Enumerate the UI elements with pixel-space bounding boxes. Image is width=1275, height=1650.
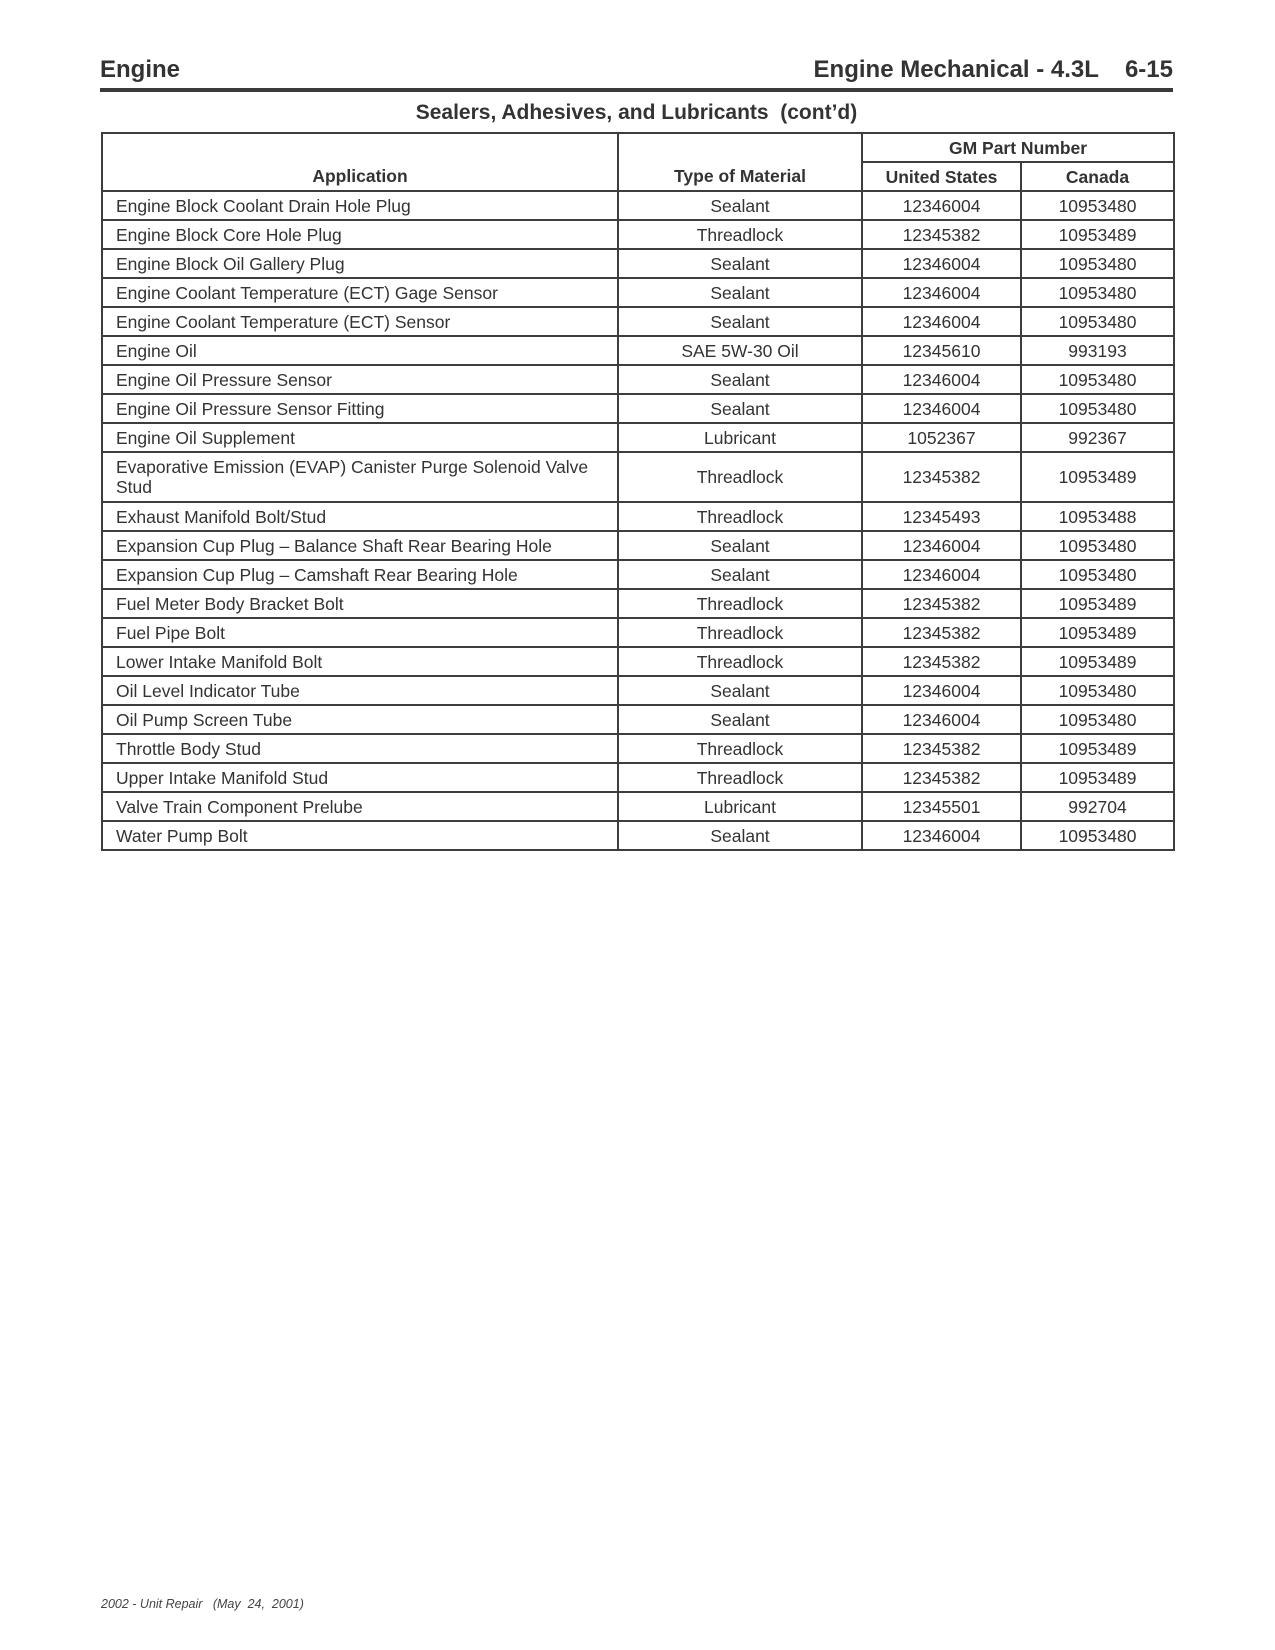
table-body [102,191,1174,850]
material-cell: Sealant [618,249,862,278]
table-row [102,676,1174,705]
canada-part-number-cell: 10953480 [1021,560,1174,589]
application-cell: Expansion Cup Plug – Balance Shaft Rear Bearing Hole [102,531,618,560]
table-row [102,502,1174,531]
us-part-number-cell: 12345382 [862,220,1021,249]
canada-part-number-cell: 10953489 [1021,452,1174,502]
material-cell: Sealant [618,278,862,307]
table-row [102,531,1174,560]
section-heading [814,56,1173,84]
material-cell: Sealant [618,307,862,336]
application-cell: Expansion Cup Plug – Camshaft Rear Bearing Hole [102,560,618,589]
column-header-application: Application [102,133,618,191]
us-part-number-cell: 12345501 [862,792,1021,821]
column-header-canada: Canada [1021,162,1174,191]
canada-part-number-cell: 10953480 [1021,307,1174,336]
application-cell: Lower Intake Manifold Bolt [102,647,618,676]
application-cell: Valve Train Component Prelube [102,792,618,821]
us-part-number-cell: 12346004 [862,531,1021,560]
application-cell: Engine Coolant Temperature (ECT) Gage Sensor [102,278,618,307]
table-row [102,618,1174,647]
canada-part-number-cell: 10953480 [1021,821,1174,850]
page-header [100,52,1173,92]
column-header-type-of-material: Type of Material [618,133,862,191]
material-cell: Sealant [618,394,862,423]
canada-part-number-cell: 992367 [1021,423,1174,452]
table-row [102,249,1174,278]
us-part-number-cell: 12346004 [862,191,1021,220]
material-cell: Lubricant [618,423,862,452]
canada-part-number-cell: 10953489 [1021,589,1174,618]
canada-part-number-cell: 10953480 [1021,705,1174,734]
table-header-row-1 [102,133,1174,162]
us-part-number-cell: 12346004 [862,249,1021,278]
us-part-number-cell: 1052367 [862,423,1021,452]
section-name: Engine Mechanical - 4.3L [813,56,1099,83]
application-cell: Oil Level Indicator Tube [102,676,618,705]
material-cell: Sealant [618,560,862,589]
canada-part-number-cell: 10953488 [1021,502,1174,531]
material-cell: Sealant [618,191,862,220]
canada-part-number-cell: 992704 [1021,792,1174,821]
table-row [102,278,1174,307]
page-footer: 2002 - Unit Repair (May 24, 2001) [101,1597,304,1611]
application-cell: Engine Block Coolant Drain Hole Plug [102,191,618,220]
material-cell: Threadlock [618,452,862,502]
canada-part-number-cell: 10953480 [1021,676,1174,705]
us-part-number-cell: 12345493 [862,502,1021,531]
table-row [102,589,1174,618]
application-cell: Water Pump Bolt [102,821,618,850]
material-cell: Sealant [618,821,862,850]
application-cell: Engine Block Oil Gallery Plug [102,249,618,278]
canada-part-number-cell: 993193 [1021,336,1174,365]
material-cell: Sealant [618,531,862,560]
table-row [102,647,1174,676]
material-cell: Threadlock [618,763,862,792]
canada-part-number-cell: 10953480 [1021,249,1174,278]
canada-part-number-cell: 10953480 [1021,365,1174,394]
canada-part-number-cell: 10953489 [1021,734,1174,763]
material-cell: Lubricant [618,792,862,821]
canada-part-number-cell: 10953480 [1021,191,1174,220]
us-part-number-cell: 12346004 [862,560,1021,589]
us-part-number-cell: 12345382 [862,763,1021,792]
application-cell: Engine Oil Supplement [102,423,618,452]
us-part-number-cell: 12346004 [862,821,1021,850]
application-cell: Oil Pump Screen Tube [102,705,618,734]
application-cell: Fuel Meter Body Bracket Bolt [102,589,618,618]
material-cell: Sealant [618,365,862,394]
material-cell: Threadlock [618,220,862,249]
application-cell: Fuel Pipe Bolt [102,618,618,647]
table-row [102,365,1174,394]
material-cell: SAE 5W-30 Oil [618,336,862,365]
material-cell: Threadlock [618,734,862,763]
us-part-number-cell: 12345382 [862,734,1021,763]
table-row [102,734,1174,763]
column-header-united-states: United States [862,162,1021,191]
us-part-number-cell: 12345610 [862,336,1021,365]
canada-part-number-cell: 10953489 [1021,647,1174,676]
table-row [102,821,1174,850]
us-part-number-cell: 12346004 [862,307,1021,336]
us-part-number-cell: 12346004 [862,705,1021,734]
us-part-number-cell: 12346004 [862,365,1021,394]
application-cell: Engine Block Core Hole Plug [102,220,618,249]
table-row [102,423,1174,452]
us-part-number-cell: 12345382 [862,647,1021,676]
application-cell: Engine Oil Pressure Sensor [102,365,618,394]
application-cell: Engine Oil [102,336,618,365]
canada-part-number-cell: 10953480 [1021,531,1174,560]
us-part-number-cell: 12346004 [862,278,1021,307]
material-cell: Threadlock [618,647,862,676]
sealers-table [101,132,1175,851]
table-row [102,560,1174,589]
us-part-number-cell: 12345382 [862,589,1021,618]
us-part-number-cell: 12346004 [862,394,1021,423]
canada-part-number-cell: 10953480 [1021,394,1174,423]
us-part-number-cell: 12345382 [862,452,1021,502]
application-cell: Evaporative Emission (EVAP) Canister Purge Solenoid Valve Stud [102,452,618,502]
table-row [102,705,1174,734]
table-row [102,394,1174,423]
table-row [102,220,1174,249]
material-cell: Threadlock [618,618,862,647]
table-row [102,452,1174,502]
table-row [102,307,1174,336]
application-cell: Engine Coolant Temperature (ECT) Sensor [102,307,618,336]
canada-part-number-cell: 10953480 [1021,278,1174,307]
material-cell: Sealant [618,676,862,705]
material-cell: Threadlock [618,589,862,618]
application-cell: Engine Oil Pressure Sensor Fitting [102,394,618,423]
table-title: Sealers, Adhesives, and Lubricants (cont’d) [415,101,858,124]
table-row [102,336,1174,365]
application-cell: Upper Intake Manifold Stud [102,763,618,792]
page-number: 6-15 [1124,56,1173,83]
table-row [102,763,1174,792]
canada-part-number-cell: 10953489 [1021,220,1174,249]
canada-part-number-cell: 10953489 [1021,618,1174,647]
chapter-title: Engine [100,56,181,83]
table-row [102,191,1174,220]
material-cell: Threadlock [618,502,862,531]
material-cell: Sealant [618,705,862,734]
application-cell: Exhaust Manifold Bolt/Stud [102,502,618,531]
canada-part-number-cell: 10953489 [1021,763,1174,792]
us-part-number-cell: 12345382 [862,618,1021,647]
table-row [102,792,1174,821]
us-part-number-cell: 12346004 [862,676,1021,705]
column-header-gm-part-number: GM Part Number [862,133,1174,162]
application-cell: Throttle Body Stud [102,734,618,763]
